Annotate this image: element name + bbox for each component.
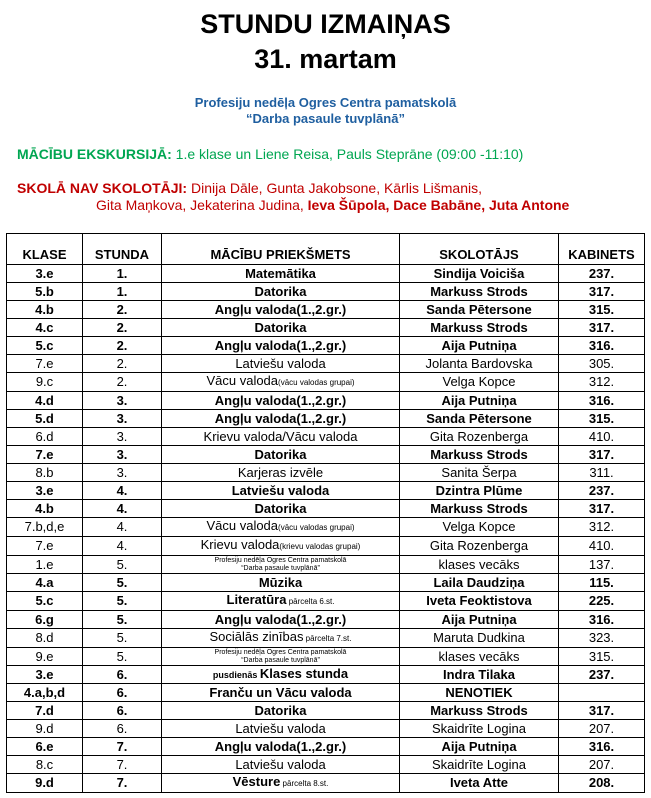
cell-subject [162,756,400,774]
subject-name: Krievu valoda [200,537,280,552]
cell-class: 8.b [7,464,83,482]
table-row [7,482,645,500]
cell-subject [162,428,400,446]
cell-class: 3.e [7,666,83,684]
cell-teacher: Sanda Pētersone [400,410,559,428]
cell-teacher: Maruta Dudkina [400,629,559,648]
table-row [7,373,645,392]
cell-room: 311. [559,464,645,482]
subject-name: Angļu valoda(1.,2.gr.) [214,301,347,317]
cell-teacher: Velga Kopce [400,518,559,537]
subject-line-1: Profesiju nedēļa Ogres Centra pamatskolā [214,648,347,656]
subject-name: Literatūra [226,592,287,607]
cell-class: 6.d [7,428,83,446]
cell-lesson: 7. [83,774,162,793]
table-row [7,301,645,319]
cell-lesson: 6. [83,684,162,702]
table-row [7,265,645,283]
table-row [7,556,645,574]
cell-class: 5.b [7,283,83,301]
cell-teacher: Aija Putniņa [400,738,559,756]
table-row [7,611,645,629]
table-row [7,410,645,428]
cell-lesson: 5. [83,611,162,629]
subject-name: Angļu valoda(1.,2.gr.) [214,392,347,408]
cell-teacher: Indra Tilaka [400,666,559,684]
cell-room: 207. [559,756,645,774]
subject-name: Latviešu valoda [235,756,326,772]
cell-teacher: Aija Putniņa [400,392,559,410]
cell-teacher: Iveta Feoktistova [400,592,559,611]
cell-room: 315. [559,301,645,319]
cell-room: 312. [559,373,645,392]
cell-lesson: 4. [83,537,162,556]
table-row [7,702,645,720]
cell-room: 305. [559,355,645,373]
cell-teacher: Skaidrīte Logina [400,720,559,738]
subject-name: Datorika [254,283,307,299]
cell-room: 317. [559,283,645,301]
subject-name: Mūzika [258,574,303,590]
cell-room: 312. [559,518,645,537]
cell-room [559,684,645,702]
cell-subject [162,355,400,373]
cell-lesson: 6. [83,666,162,684]
cell-lesson: 4. [83,500,162,518]
cell-teacher: Aija Putniņa [400,337,559,355]
cell-class: 8.d [7,629,83,648]
cell-lesson: 1. [83,265,162,283]
header-subject: MĀCĪBU PRIEKŠMETS [162,234,400,265]
cell-class: 6.g [7,611,83,629]
cell-class: 3.e [7,265,83,283]
cell-teacher: Gita Rozenberga [400,537,559,556]
subject-name: Klases stunda [259,666,349,681]
cell-subject [162,611,400,629]
cell-room: 316. [559,392,645,410]
cell-lesson: 4. [83,518,162,537]
cell-room: 316. [559,611,645,629]
cell-room: 237. [559,482,645,500]
cell-room: 317. [559,702,645,720]
table-body [7,265,645,793]
table-row [7,446,645,464]
cell-subject [162,446,400,464]
cell-room: 137. [559,556,645,574]
cell-lesson: 5. [83,574,162,592]
subject-note: pārcelta 6.st. [286,597,335,606]
cell-class: 4.d [7,392,83,410]
cell-class: 7.e [7,537,83,556]
cell-subject [162,666,400,684]
page-title: STUNDU IZMAIŅAS [200,9,451,39]
table-row [7,283,645,301]
header-lesson: STUNDA [83,234,162,265]
cell-room: 410. [559,428,645,446]
table-row [7,574,645,592]
cell-class: 4.a,b,d [7,684,83,702]
cell-teacher: Sanita Šerpa [400,464,559,482]
table-row [7,355,645,373]
cell-lesson: 2. [83,373,162,392]
cell-lesson: 1. [83,283,162,301]
cell-lesson: 7. [83,738,162,756]
excursion-text: 1.e klase un Liene Reisa, Pauls Steprāne (09:00 -11:10) [171,146,524,162]
schedule-changes-table [6,233,645,793]
event-subtitle: “Darba pasaule tuvplānā” [246,111,405,126]
subject-name: Angļu valoda(1.,2.gr.) [214,611,347,627]
table-row [7,392,645,410]
cell-class: 5.d [7,410,83,428]
cell-subject [162,301,400,319]
cell-lesson: 2. [83,319,162,337]
cell-teacher: Skaidrīte Logina [400,756,559,774]
cell-subject [162,319,400,337]
cell-lesson: 2. [83,337,162,355]
cell-teacher: Velga Kopce [400,373,559,392]
subject-name: Sociālās zinības [209,629,304,644]
subject-name: Vācu valoda [206,373,279,388]
cell-teacher: Markuss Strods [400,702,559,720]
cell-subject [162,283,400,301]
cell-teacher: Markuss Strods [400,500,559,518]
subject-name: Karjeras izvēle [237,464,324,480]
cell-subject [162,373,400,392]
cell-class: 9.e [7,648,83,666]
cell-lesson: 4. [83,482,162,500]
table-row [7,537,645,556]
absent-teachers-line2 [17,197,569,214]
cell-class: 7.e [7,355,83,373]
subject-name: Angļu valoda(1.,2.gr.) [214,337,347,353]
subject-name: Latviešu valoda [235,355,326,371]
cell-room: 316. [559,337,645,355]
header-room: KABINETS [559,234,645,265]
subject-name: Matemātika [245,265,316,281]
table-row [7,738,645,756]
subject-name: Latviešu valoda [231,482,330,498]
subject-note: (krievu valodas grupai) [279,542,361,551]
subject-note: (vācu valodas grupai) [278,523,355,532]
cell-class: 9.c [7,373,83,392]
cell-class: 4.c [7,319,83,337]
cell-class: 9.d [7,720,83,738]
table-row [7,629,645,648]
table-row [7,518,645,537]
cell-class: 5.c [7,337,83,355]
subject-name: Vēsture [232,774,281,789]
cell-subject [162,592,400,611]
table-row [7,500,645,518]
cell-subject [162,556,400,574]
subject-note: pārcelta 8.st. [280,779,329,788]
cell-class: 4.a [7,574,83,592]
table-row [7,319,645,337]
table-header-row [7,234,645,265]
cell-room: 115. [559,574,645,592]
subject-name: Vācu valoda [206,518,279,533]
cell-teacher: Markuss Strods [400,319,559,337]
cell-room: 317. [559,319,645,337]
cell-teacher: Laila Daudziņa [400,574,559,592]
cell-teacher: Sindija Voiciša [400,265,559,283]
cell-class: 7.d [7,702,83,720]
cell-subject [162,774,400,793]
cell-lesson: 3. [83,428,162,446]
cell-subject [162,337,400,355]
cell-subject [162,648,400,666]
cell-lesson: 3. [83,446,162,464]
table-row [7,774,645,793]
cell-lesson: 6. [83,702,162,720]
cell-teacher: Gita Rozenberga [400,428,559,446]
cell-room: 315. [559,410,645,428]
subject-line-2: “Darba pasaule tuvplānā” [241,564,320,572]
table-row [7,464,645,482]
table-row [7,648,645,666]
cell-teacher: Jolanta Bardovska [400,355,559,373]
cell-class: 7.b,d,e [7,518,83,537]
subject-name: Angļu valoda(1.,2.gr.) [214,410,347,426]
cell-teacher: Markuss Strods [400,283,559,301]
cell-subject [162,392,400,410]
cell-room: 207. [559,720,645,738]
cell-teacher: Aija Putniņa [400,611,559,629]
cell-teacher: Markuss Strods [400,446,559,464]
cell-lesson: 5. [83,648,162,666]
cell-room: 237. [559,666,645,684]
cell-lesson: 3. [83,410,162,428]
cell-room: 317. [559,446,645,464]
cell-lesson: 2. [83,301,162,319]
header-class: KLASE [7,234,83,265]
cell-subject [162,500,400,518]
subject-name: Franču un Vācu valoda [209,684,352,700]
cell-subject [162,574,400,592]
subject-line-1: Profesiju nedēļa Ogres Centra pamatskolā [214,556,347,564]
cell-subject [162,410,400,428]
cell-lesson: 7. [83,756,162,774]
subject-name: Latviešu valoda [235,720,326,736]
table-row [7,592,645,611]
cell-subject [162,518,400,537]
subject-line-2: “Darba pasaule tuvplānā” [241,656,320,664]
cell-room: 315. [559,648,645,666]
subject-name: Datorika [254,702,307,718]
cell-teacher: NENOTIEK [400,684,559,702]
table-row [7,666,645,684]
table-row [7,337,645,355]
cell-class: 6.e [7,738,83,756]
subject-prefix: pusdienās [212,670,260,680]
cell-lesson: 3. [83,392,162,410]
table-row [7,756,645,774]
cell-subject [162,702,400,720]
absent-teachers-label: SKOLĀ NAV SKOLOTĀJI: [17,180,188,196]
cell-lesson: 2. [83,355,162,373]
header-teacher: SKOLOTĀJS [400,234,559,265]
cell-class: 3.e [7,482,83,500]
subject-name: Datorika [254,500,307,516]
cell-subject [162,482,400,500]
cell-teacher: Iveta Atte [400,774,559,793]
cell-subject [162,537,400,556]
cell-class: 4.b [7,301,83,319]
absent-teachers-line2-text: Gita Maņkova, Jekaterina Judina, [96,197,308,213]
cell-room: 237. [559,265,645,283]
subject-note: (vācu valodas grupai) [278,378,355,387]
subject-name: Datorika [254,319,307,335]
absent-teachers-line2-bold: Ieva Šūpola, Dace Babāne, Juta Antone [307,197,570,213]
cell-room: 317. [559,500,645,518]
table-row [7,720,645,738]
cell-subject [162,265,400,283]
cell-teacher: Sanda Pētersone [400,301,559,319]
excursion-label: MĀCĪBU EKSKURSIJĀ: [17,146,172,162]
cell-class: 4.b [7,500,83,518]
subject-name: Krievu valoda/Vācu valoda [203,428,358,444]
cell-lesson: 5. [83,629,162,648]
cell-teacher: Dzintra Plūme [400,482,559,500]
cell-lesson: 5. [83,556,162,574]
cell-room: 225. [559,592,645,611]
cell-subject [162,738,400,756]
cell-class: 1.e [7,556,83,574]
subject-note: pārcelta 7.st. [303,634,352,643]
cell-room: 323. [559,629,645,648]
subject-name: Angļu valoda(1.,2.gr.) [214,738,347,754]
cell-subject [162,464,400,482]
cell-lesson: 6. [83,720,162,738]
cell-class: 9.d [7,774,83,793]
cell-teacher: klases vecāks [400,556,559,574]
cell-class: 7.e [7,446,83,464]
absent-teachers-notice [17,180,569,214]
cell-lesson: 3. [83,464,162,482]
table-row [7,684,645,702]
cell-room: 316. [559,738,645,756]
cell-room: 208. [559,774,645,793]
subject-name: Datorika [254,446,307,462]
cell-lesson: 5. [83,592,162,611]
cell-teacher: klases vecāks [400,648,559,666]
page-date: 31. martam [254,44,397,74]
cell-class: 8.c [7,756,83,774]
cell-class: 5.c [7,592,83,611]
cell-subject [162,720,400,738]
absent-teachers-line1: Dinija Dāle, Gunta Jakobsone, Kārlis Lišmanis, [187,180,482,196]
cell-subject [162,684,400,702]
event-title: Profesiju nedēļa Ogres Centra pamatskolā [194,95,457,110]
table-row [7,428,645,446]
cell-room: 410. [559,537,645,556]
excursion-notice [17,146,523,163]
cell-subject [162,629,400,648]
